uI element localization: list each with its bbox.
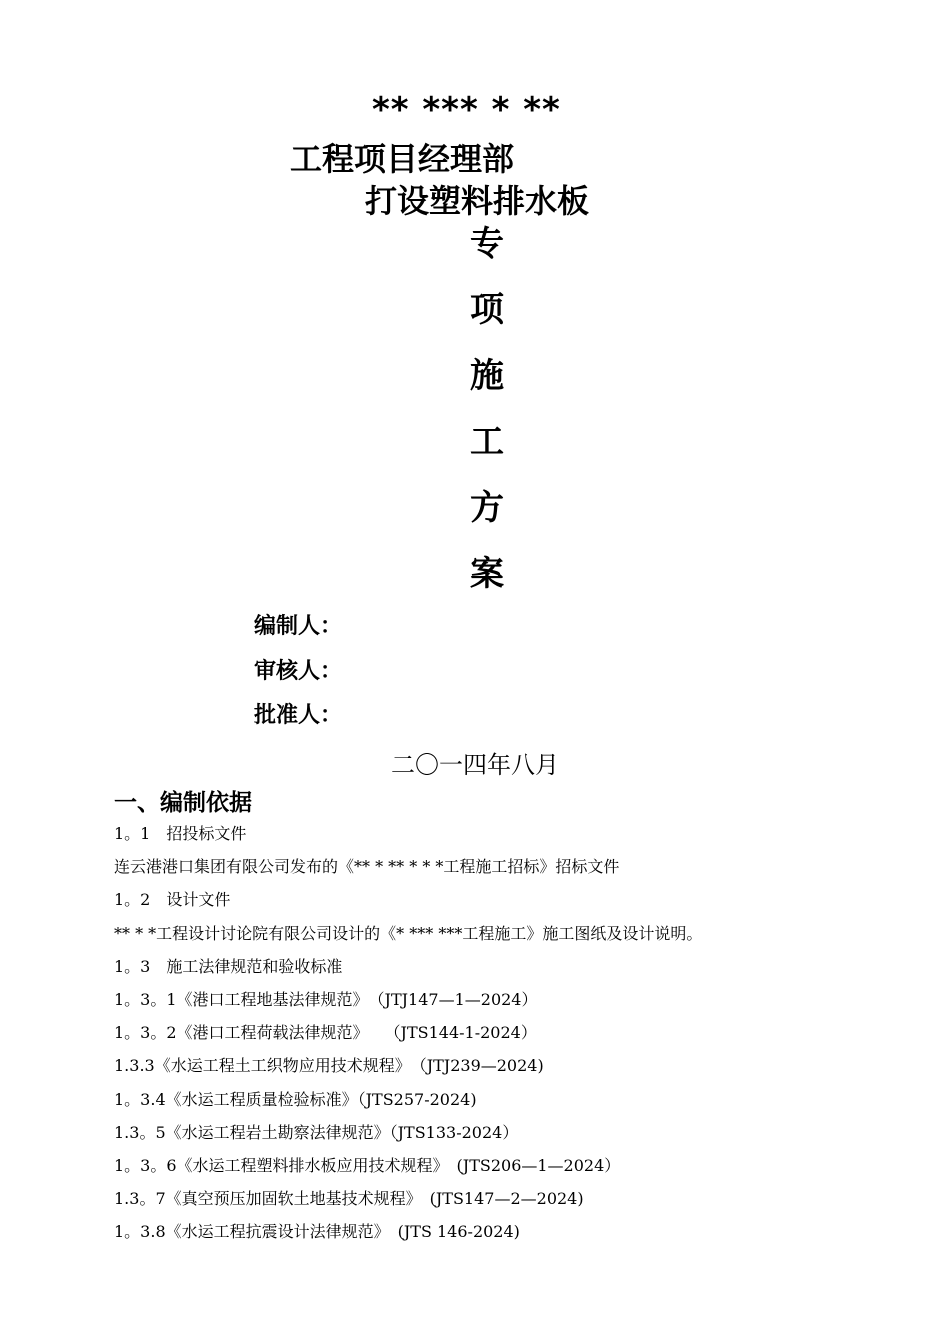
list-item: 1。1 招投标文件 <box>114 824 247 843</box>
section-heading: 一、编制依据 <box>114 790 252 816</box>
cover-vertical-char: 项 <box>470 290 504 330</box>
cover-org-title: 工程项目经理部 <box>290 140 515 178</box>
list-item: 1。3。2《港口工程荷载法律规范》 （JTS144-1-2024） <box>114 1023 537 1043</box>
list-item: ** * *工程设计讨论院有限公司设计的《* *** ***工程施工》施工图纸及设计说明。 <box>114 923 703 943</box>
list-item: 连云港港口集团有限公司发布的《** * ** * * *工程施工招标》招标文件 <box>114 857 620 877</box>
cover-vertical-char: 施 <box>470 356 504 396</box>
cover-project-title: 打设塑料排水板 <box>365 182 590 220</box>
approver-label: 批准人： <box>254 703 343 728</box>
reviewer-label: 审核人： <box>254 659 343 684</box>
cover-vertical-char: 工 <box>470 422 504 462</box>
list-item: 1。3。6《水运工程塑料排水板应用技术规程》 (JTS206—1—2024） <box>114 1155 621 1175</box>
list-item: 1。2 设计文件 <box>114 890 231 910</box>
compiler-label: 编制人： <box>254 614 343 639</box>
cover-vertical-char: 案 <box>470 554 504 594</box>
list-item: 1.3.3《水运工程土工织物应用技术规程》 （JTJ239—2024) <box>114 1056 544 1076</box>
list-item: 1。3 施工法律规范和验收标准 <box>114 956 343 976</box>
list-item: 1。3.4《水运工程质量检验标准》（JTS257-2024) <box>114 1089 477 1109</box>
basis-list <box>114 819 914 1250</box>
cover-vertical-char: 方 <box>470 488 504 528</box>
cover-date: 二〇一四年八月 <box>391 751 559 779</box>
list-item: 1.3。5《水运工程岩土勘察法律规范》（JTS133-2024） <box>114 1122 519 1142</box>
cover-stars-title: ** *** * ** <box>372 90 561 130</box>
list-item: 1.3。7《真空预压加固软土地基技术规程》 (JTS147—2—2024) <box>114 1189 584 1209</box>
cover-vertical-char: 专 <box>470 224 504 264</box>
list-item: 1。3。1《港口工程地基法律规范》 （JTJ147—1—2024） <box>114 989 538 1009</box>
list-item: 1。3.8《水运工程抗震设计法律规范》 (JTS 146-2024) <box>114 1222 520 1242</box>
